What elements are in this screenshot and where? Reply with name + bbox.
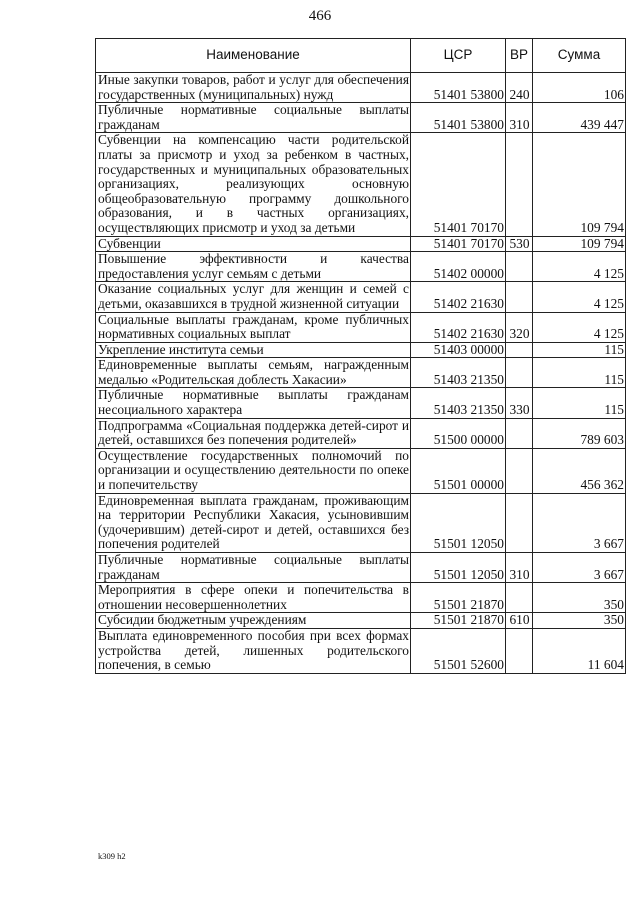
table-row	[96, 358, 626, 388]
cell-csr: 51402 00000	[411, 252, 506, 282]
cell-name: Субсидии бюджетным учреждениям	[96, 613, 411, 629]
cell-csr: 51401 53800	[411, 103, 506, 133]
cell-name: Единовременная выплата гражданам, проживающим на территории Республики Хакасия, усыновившим (удочерившим) детей-сирот и детей, оставшихся без попечения родителей	[96, 493, 411, 552]
column-header-csr: ЦСР	[411, 39, 506, 73]
table-row	[96, 418, 626, 448]
cell-sum: 350	[533, 583, 626, 613]
table-row	[96, 73, 626, 103]
cell-name: Подпрограмма «Социальная поддержка детей-сирот и детей, оставшихся без попечения родителей»	[96, 418, 411, 448]
cell-vr	[506, 358, 533, 388]
table-row	[96, 628, 626, 673]
cell-csr: 51501 12050	[411, 493, 506, 552]
cell-sum: 4 125	[533, 312, 626, 342]
cell-vr: 320	[506, 312, 533, 342]
cell-sum: 115	[533, 342, 626, 358]
table-row	[96, 583, 626, 613]
cell-csr: 51401 70170	[411, 236, 506, 252]
cell-name: Осуществление государственных полномочий по организации и осуществлению деятельности по опеке и попечительству	[96, 448, 411, 493]
cell-name: Оказание социальных услуг для женщин и семей с детьми, оказавшихся в трудной жизненной ситуации	[96, 282, 411, 312]
table-row	[96, 448, 626, 493]
cell-name: Субвенции	[96, 236, 411, 252]
cell-vr: 310	[506, 553, 533, 583]
cell-csr: 51501 21870	[411, 613, 506, 629]
table-row	[96, 282, 626, 312]
cell-csr: 51501 21870	[411, 583, 506, 613]
cell-vr: 530	[506, 236, 533, 252]
cell-name: Субвенции на компенсацию части родительской платы за присмотр и уход за ребенком в частных, государственных и муниципальных образовательных организациях, реализующих основную общеобразовательную программу дошкольного образования, и в частных организациях, осуществляющих присмотр и уход за детьми	[96, 133, 411, 236]
cell-csr: 51401 53800	[411, 73, 506, 103]
cell-csr: 51402 21630	[411, 282, 506, 312]
cell-sum: 789 603	[533, 418, 626, 448]
table-row	[96, 613, 626, 629]
cell-vr	[506, 342, 533, 358]
table-row	[96, 133, 626, 236]
cell-csr: 51500 00000	[411, 418, 506, 448]
cell-csr: 51501 52600	[411, 628, 506, 673]
cell-vr	[506, 448, 533, 493]
cell-name: Публичные нормативные выплаты гражданам несоциального характера	[96, 388, 411, 418]
cell-vr	[506, 493, 533, 552]
cell-sum: 439 447	[533, 103, 626, 133]
cell-vr: 330	[506, 388, 533, 418]
cell-vr	[506, 583, 533, 613]
cell-vr: 240	[506, 73, 533, 103]
table-row	[96, 342, 626, 358]
column-header-name: Наименование	[96, 39, 411, 73]
cell-sum: 109 794	[533, 236, 626, 252]
cell-sum: 115	[533, 358, 626, 388]
cell-name: Социальные выплаты гражданам, кроме публичных нормативных социальных выплат	[96, 312, 411, 342]
table-row	[96, 388, 626, 418]
cell-name: Публичные нормативные социальные выплаты гражданам	[96, 553, 411, 583]
cell-sum: 350	[533, 613, 626, 629]
table-row	[96, 103, 626, 133]
column-header-sum: Сумма	[533, 39, 626, 73]
footer-code: k309 h2	[98, 851, 126, 861]
table-row	[96, 553, 626, 583]
page-number: 466	[308, 8, 332, 24]
cell-sum: 4 125	[533, 282, 626, 312]
cell-name: Единовременные выплаты семьям, награжденным медалью «Родительская доблесть Хакасии»	[96, 358, 411, 388]
cell-csr: 51401 70170	[411, 133, 506, 236]
table-row	[96, 252, 626, 282]
cell-name: Иные закупки товаров, работ и услуг для обеспечения государственных (муниципальных) нужд	[96, 73, 411, 103]
cell-sum: 11 604	[533, 628, 626, 673]
cell-csr: 51403 21350	[411, 388, 506, 418]
cell-csr: 51403 00000	[411, 342, 506, 358]
cell-sum: 106	[533, 73, 626, 103]
cell-csr: 51402 21630	[411, 312, 506, 342]
table-row	[96, 236, 626, 252]
cell-sum: 115	[533, 388, 626, 418]
cell-sum: 456 362	[533, 448, 626, 493]
cell-sum: 3 667	[533, 493, 626, 552]
cell-vr: 610	[506, 613, 533, 629]
cell-csr: 51403 21350	[411, 358, 506, 388]
cell-name: Выплата единовременного пособия при всех формах устройства детей, лишенных родительского попечения, в семью	[96, 628, 411, 673]
cell-sum: 3 667	[533, 553, 626, 583]
cell-vr	[506, 252, 533, 282]
cell-vr	[506, 418, 533, 448]
cell-name: Мероприятия в сфере опеки и попечительства в отношении несовершеннолетних	[96, 583, 411, 613]
table-header-row	[96, 39, 626, 73]
table-row	[96, 493, 626, 552]
cell-vr	[506, 133, 533, 236]
cell-name: Укрепление института семьи	[96, 342, 411, 358]
cell-sum: 4 125	[533, 252, 626, 282]
cell-vr	[506, 282, 533, 312]
cell-vr	[506, 628, 533, 673]
table-row	[96, 312, 626, 342]
cell-name: Публичные нормативные социальные выплаты гражданам	[96, 103, 411, 133]
column-header-vr: ВР	[506, 39, 533, 73]
budget-table	[95, 38, 626, 674]
cell-vr: 310	[506, 103, 533, 133]
cell-csr: 51501 00000	[411, 448, 506, 493]
cell-sum: 109 794	[533, 133, 626, 236]
cell-csr: 51501 12050	[411, 553, 506, 583]
cell-name: Повышение эффективности и качества предоставления услуг семьям с детьми	[96, 252, 411, 282]
